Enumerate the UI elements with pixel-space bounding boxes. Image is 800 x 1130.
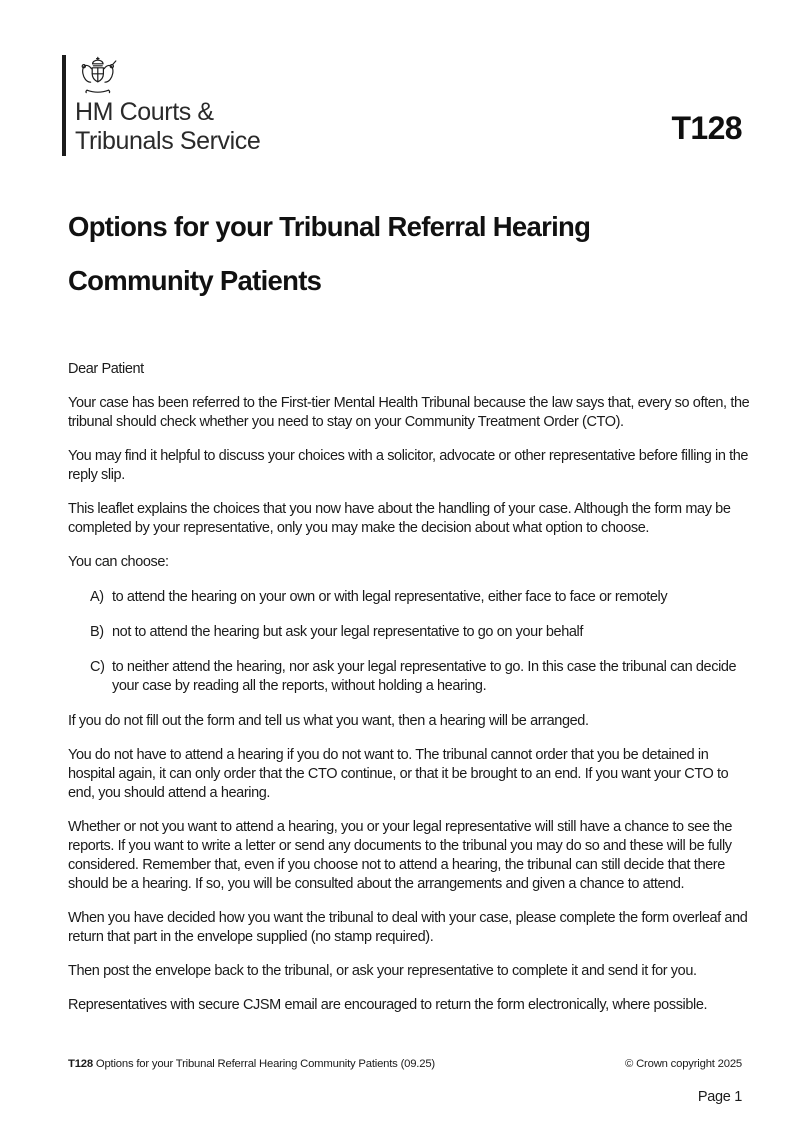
option-b-text: not to attend the hearing but ask your legal representative to go on your behalf	[112, 624, 584, 640]
paragraph-leaflet-explains: This leaflet explains the choices that you now have about the handling of your case. Although the form may be completed by your representative, only you may make the decision about what option to choose.	[68, 501, 731, 536]
org-name-line1: HM Courts &	[75, 98, 214, 126]
option-a-text: to attend the hearing on your own or with legal representative, either face to face or remotely	[112, 589, 668, 605]
paragraph-referred: Your case has been referred to the First-tier Mental Health Tribunal because the law says that, every so often, the tribunal should check whether you need to stay on your Community Treatment Order (CTO).	[68, 395, 750, 430]
option-a-label: A)	[90, 589, 104, 605]
org-name-line2: Tribunals Service	[75, 127, 261, 155]
page-title-line2: Community Patients	[68, 265, 322, 296]
paragraph-complete-form: When you have decided how you want the tribunal to deal with your case, please complete the form overleaf and return that part in the envelope supplied (no stamp required).	[68, 910, 748, 945]
royal-crest-icon	[75, 55, 121, 95]
page-title	[68, 200, 758, 308]
option-c-text: to neither attend the hearing, nor ask your legal representative to go. In this case the tribunal can decide your case by reading all the reports, without holding a hearing.	[112, 659, 737, 694]
footer	[68, 1058, 742, 1070]
paragraph-no-form: If you do not fill out the form and tell us what you want, then a hearing will be arranged.	[68, 713, 589, 729]
option-c-label: C)	[90, 659, 105, 675]
document-body	[68, 200, 758, 1030]
paragraph-post-envelope: Then post the envelope back to the tribunal, or ask your representative to complete it and send it for you.	[68, 963, 697, 979]
option-c	[90, 658, 758, 696]
paragraph-discuss-choices: You may find it helpful to discuss your choices with a solicitor, advocate or other representative before filling in the reply slip.	[68, 448, 749, 483]
option-b-label: B)	[90, 624, 104, 640]
hmcts-logo	[62, 55, 260, 156]
org-name	[75, 98, 260, 156]
option-a	[90, 588, 758, 607]
form-code: T128	[671, 110, 742, 146]
footer-form-code: T128	[68, 1058, 93, 1070]
salutation: Dear Patient	[68, 361, 144, 377]
paragraph-not-have-to-attend: You do not have to attend a hearing if you do not want to. The tribunal cannot order that you be detained in hospital again, it can only order that the CTO continue, or that it be brought to an end. If you want your CTO to end, you should attend a hearing.	[68, 747, 729, 801]
paragraph-see-reports: Whether or not you want to attend a hearing, you or your legal representative will still have a chance to see the reports. If you want to write a letter or send any documents to the tribunal you may do so and these will be fully considered. Remember that, even if you choose not to attend a hearing, the tribunal can still decide that there should be a hearing. If so, you will be consulted about the arrangements and given a chance to attend.	[68, 819, 733, 892]
page-number: Page 1	[697, 1089, 742, 1105]
footer-form-title: Options for your Tribunal Referral Hearing Community Patients (09.25)	[92, 1058, 435, 1070]
paragraph-you-can-choose: You can choose:	[68, 554, 169, 570]
paragraph-cjsm-email: Representatives with secure CJSM email are encouraged to return the form electronically, where possible.	[68, 997, 708, 1013]
page-title-line1: Options for your Tribunal Referral Hearing	[68, 211, 591, 242]
crown-copyright: © Crown copyright 2025	[625, 1058, 742, 1070]
footer-form-reference	[68, 1058, 435, 1070]
option-b	[90, 623, 758, 642]
